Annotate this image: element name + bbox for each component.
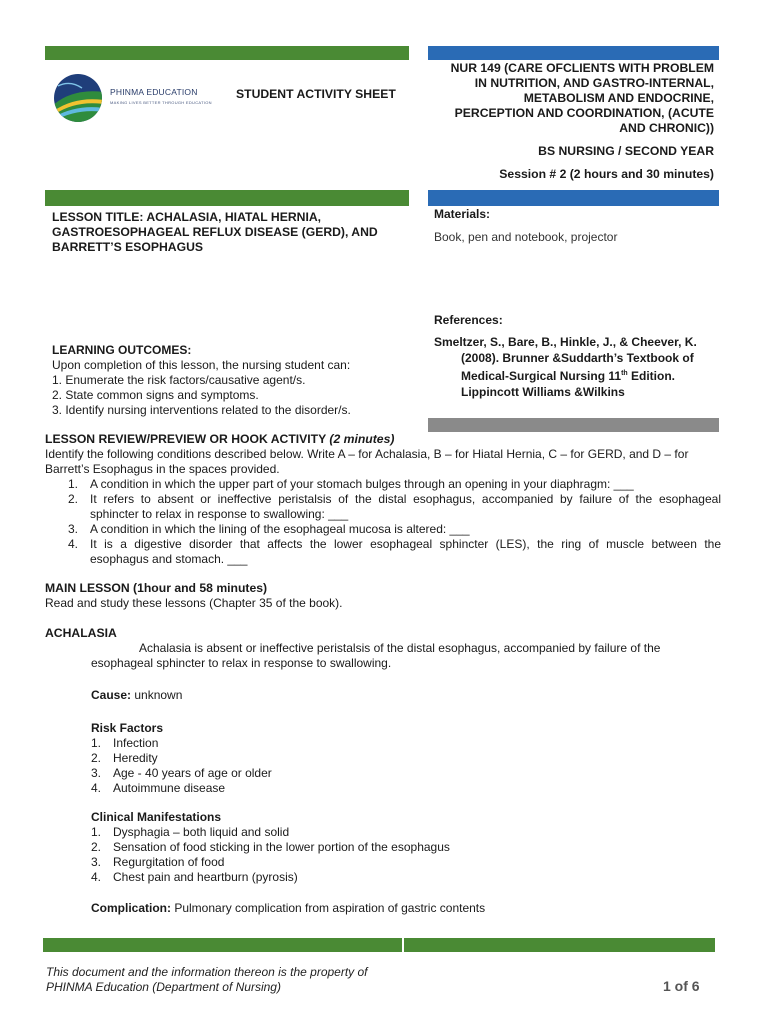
complication-value: Pulmonary complication from aspiration of gastric contents [171,901,486,915]
outcomes-heading: LEARNING OUTCOMES: [52,343,192,357]
item-number: 4. [91,870,102,884]
course-line: IN NUTRITION, AND GASTRO-INTERNAL, [474,76,714,90]
clinical-list [91,825,450,885]
main-lesson-heading: MAIN LESSON (1hour and 58 minutes) [45,581,268,595]
logo-text: PHINMA EDUCATION [110,87,198,97]
page-number: 1 of 6 [663,978,700,994]
course-line: METABOLISM AND ENDOCRINE, [523,91,714,105]
lesson-title-line: LESSON TITLE: ACHALASIA, HIATAL HERNIA, [52,210,322,224]
item-text: Chest pain and heartburn (pyrosis) [113,870,298,884]
review-item [68,477,721,492]
item-line: A condition in which the upper part of your stomach bulges through an opening in your diaphragm: ___ [90,477,634,491]
list-item [91,736,272,751]
lesson-title-line: BARRETT’S ESOPHAGUS [52,240,204,254]
item-number: 1. [68,477,79,491]
list-item [91,825,450,840]
footer-line: This document and the information thereon is the property of [46,965,368,979]
footer-bar-left [43,938,402,952]
references-text [434,335,697,400]
achalasia-definition-line: esophageal sphincter to relax in response to swallowing. [91,656,392,670]
item-text: Dysphagia – both liquid and solid [113,825,290,839]
list-item [91,870,450,885]
list-item [91,840,450,855]
complication-label: Complication: [91,901,171,915]
risk-factors-list [91,736,272,796]
logo-tagline: MAKING LIVES BETTER THROUGH EDUCATION [110,100,212,105]
achalasia-heading: ACHALASIA [45,626,117,640]
review-item [68,492,721,522]
review-heading-time: (2 minutes) [329,432,395,446]
reference-line [434,351,697,367]
reference-superscript: th [621,370,628,377]
list-item [91,781,272,796]
item-line: esophagus and stomach. ___ [90,552,248,566]
item-number: 4. [91,781,102,795]
item-number: 3. [68,522,79,536]
references-heading: References: [434,313,503,327]
item-line: sphincter to relax in response to swallowing: ___ [90,507,349,521]
reference-line [434,366,697,385]
reference-line [434,385,697,401]
item-number: 2. [91,840,102,854]
reference-line-text: Medical-Surgical Nursing 11 [461,369,622,383]
clinical-heading: Clinical Manifestations [91,810,222,824]
phinma-logo [52,66,212,130]
course-title [428,61,714,136]
item-number: 1. [91,825,102,839]
review-item [68,522,721,537]
review-instruction-line: Identify the following conditions described below. Write A – for Achalasia, B – for Hiatal Hernia, C – for GERD, and D – for [45,447,689,461]
review-instruction-line: Barrett’s Esophagus in the spaces provided. [45,462,280,476]
review-item [68,537,721,567]
item-text: Regurgitation of food [113,855,225,869]
sheet-title: STUDENT ACTIVITY SHEET [236,87,396,101]
reference-line-text: Lippincott Williams &Wilkins [461,384,625,399]
complication [91,901,485,916]
item-number: 3. [91,855,102,869]
item-line: It is a digestive disorder that affects the lower esophageal sphincter (LES), the ring of muscle between the [90,537,721,551]
lesson-title-line: GASTROESOPHAGEAL REFLUX DISEASE (GERD), AND [52,225,378,239]
item-number: 3. [91,766,102,780]
list-item [91,855,450,870]
item-text: Autoimmune disease [113,781,226,795]
item-text: Infection [113,736,159,750]
review-heading-text: LESSON REVIEW/PREVIEW OR HOOK ACTIVITY [45,432,330,446]
outcome-item: 2. State common signs and symptoms. [52,388,259,402]
cause [91,688,182,703]
item-text: Sensation of food sticking in the lower portion of the esophagus [113,840,450,854]
reference-line-text: (2008). Brunner &Suddarth’s Textbook of [461,350,694,365]
course-line: NUR 149 (CARE OFCLIENTS WITH PROBLEM [450,61,714,75]
cause-label: Cause: [91,688,132,702]
phinma-logo-icon [52,66,104,130]
header-bar-left [45,46,409,60]
reference-line: Smeltzer, S., Bare, B., Hinkle, J., & Cheever, K. [434,335,697,349]
materials-bar [428,190,719,206]
item-number: 4. [68,537,79,551]
item-text: Age - 40 years of age or older [113,766,272,780]
materials-heading: Materials: [434,207,491,221]
materials-text: Book, pen and notebook, projector [434,230,618,244]
header-bar-right [428,46,719,60]
item-line: It refers to absent or ineffective peristalsis of the distal esophagus, accompanied by failure of the esophageal [90,492,721,506]
outcomes-intro: Upon completion of this lesson, the nursing student can: [52,358,351,372]
footer-bar-right [404,938,715,952]
item-number: 1. [91,736,102,750]
review-heading [45,432,394,447]
item-text: Heredity [113,751,158,765]
program-year: BS NURSING / SECOND YEAR [538,144,714,158]
course-line: PERCEPTION AND COORDINATION, (ACUTE [454,106,714,120]
risk-factors-heading: Risk Factors [91,721,164,735]
session-info: Session # 2 (2 hours and 30 minutes) [499,167,714,181]
list-item [91,766,272,781]
item-number: 2. [68,492,79,506]
item-number: 2. [91,751,102,765]
list-item [91,751,272,766]
footer-line: PHINMA Education (Department of Nursing) [46,980,281,994]
achalasia-definition-line: Achalasia is absent or ineffective peristalsis of the distal esophagus, accompanied by failure of the [139,641,661,655]
footer-notice [46,965,368,995]
course-line: AND CHRONIC)) [619,121,714,135]
reference-edition: Edition. [627,369,675,383]
references-bar [428,418,719,432]
outcome-item: 1. Enumerate the risk factors/causative agent/s. [52,373,306,387]
review-items [68,477,721,567]
item-line: A condition in which the lining of the esophageal mucosa is altered: ___ [90,522,470,536]
lesson-title [52,210,378,255]
lesson-bar [45,190,409,206]
outcome-item: 3. Identify nursing interventions related to the disorder/s. [52,403,351,417]
main-lesson-intro: Read and study these lessons (Chapter 35 of the book). [45,596,343,610]
cause-value: unknown [131,688,183,702]
review-instructions [45,447,721,477]
